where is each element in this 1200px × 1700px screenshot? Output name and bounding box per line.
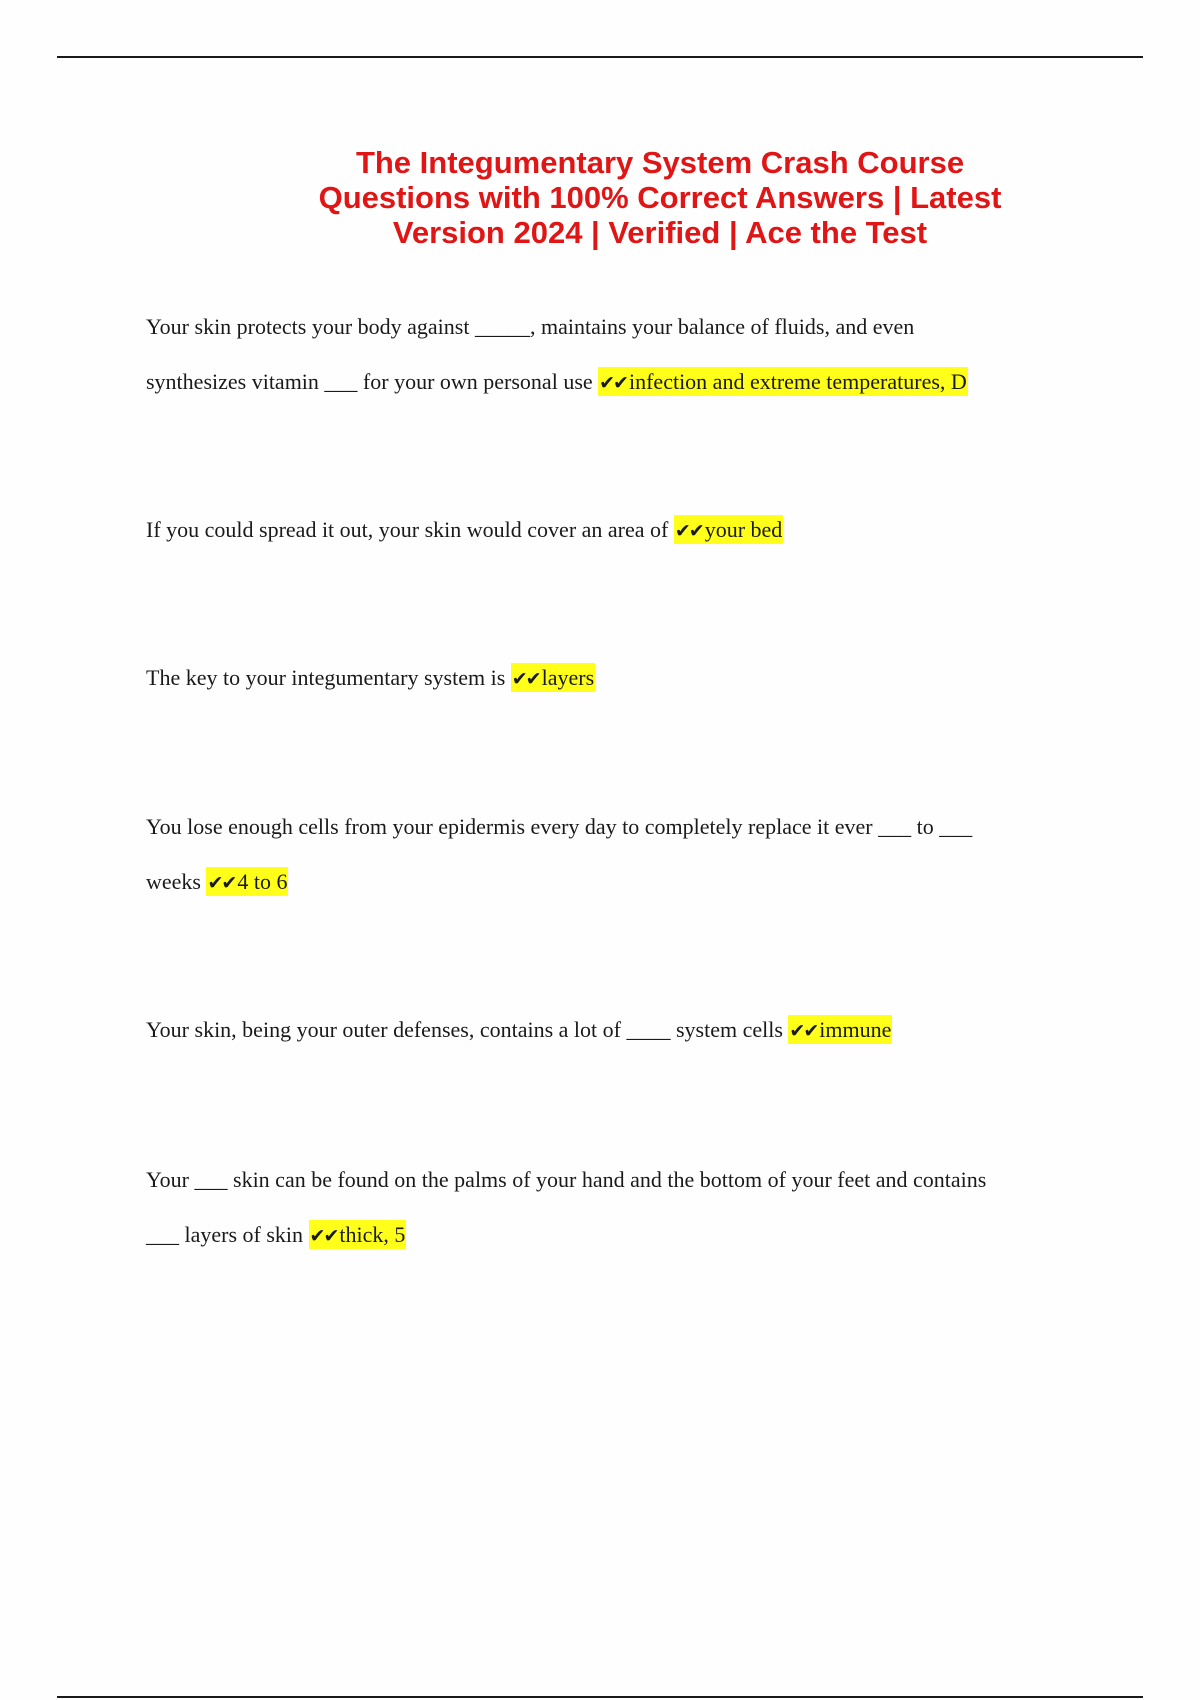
question-line: weeks (146, 869, 207, 894)
check-mark-icon: ✔✔ (207, 872, 236, 894)
question-line: synthesizes vitamin ___ for your own personal use (146, 369, 599, 394)
check-mark-icon: ✔✔ (599, 372, 627, 394)
document-title (240, 145, 1080, 250)
check-mark-icon: ✔✔ (789, 1020, 818, 1042)
answer-text: your bed (704, 517, 783, 542)
answer-highlight (511, 663, 595, 692)
check-mark-icon: ✔✔ (511, 668, 540, 690)
header-rule (57, 56, 1143, 58)
answer-highlight (674, 515, 783, 544)
answer-text: immune (819, 1017, 892, 1042)
qa-item (146, 299, 1066, 411)
qa-item (146, 502, 1066, 559)
answer-text: infection and extreme temperatures, D (628, 369, 967, 394)
title-line-1: The Integumentary System Crash Course (355, 145, 965, 180)
answer-highlight (309, 1220, 407, 1249)
qa-item (146, 799, 1066, 911)
title-line-3: Version 2024 | Verified | Ace the Test (392, 215, 928, 250)
answer-highlight (598, 367, 968, 396)
qa-item (146, 650, 1066, 707)
question-line: Your ___ skin can be found on the palms of your hand and the bottom of your feet and contains (146, 1167, 987, 1192)
question-line: Your skin, being your outer defenses, contains a lot of ____ system cells (146, 1017, 789, 1042)
footer-rule (57, 1696, 1143, 1698)
qa-item (146, 1002, 1066, 1059)
check-mark-icon: ✔✔ (309, 1225, 338, 1247)
qa-item (146, 1152, 1066, 1264)
check-mark-icon: ✔✔ (674, 520, 703, 542)
question-line: You lose enough cells from your epidermis every day to completely replace it ever ___ to ___ (146, 814, 973, 839)
answer-highlight (788, 1015, 892, 1044)
answer-text: 4 to 6 (237, 869, 288, 894)
question-line: The key to your integumentary system is (146, 665, 511, 690)
question-line: Your skin protects your body against _____, maintains your balance of fluids, and even (146, 314, 915, 339)
question-line: ___ layers of skin (146, 1222, 309, 1247)
question-line: If you could spread it out, your skin would cover an area of (146, 517, 674, 542)
answer-text: thick, 5 (339, 1222, 406, 1247)
answer-text: layers (541, 665, 595, 690)
title-line-2: Questions with 100% Correct Answers | Latest (318, 180, 1002, 215)
answer-highlight (206, 867, 288, 896)
